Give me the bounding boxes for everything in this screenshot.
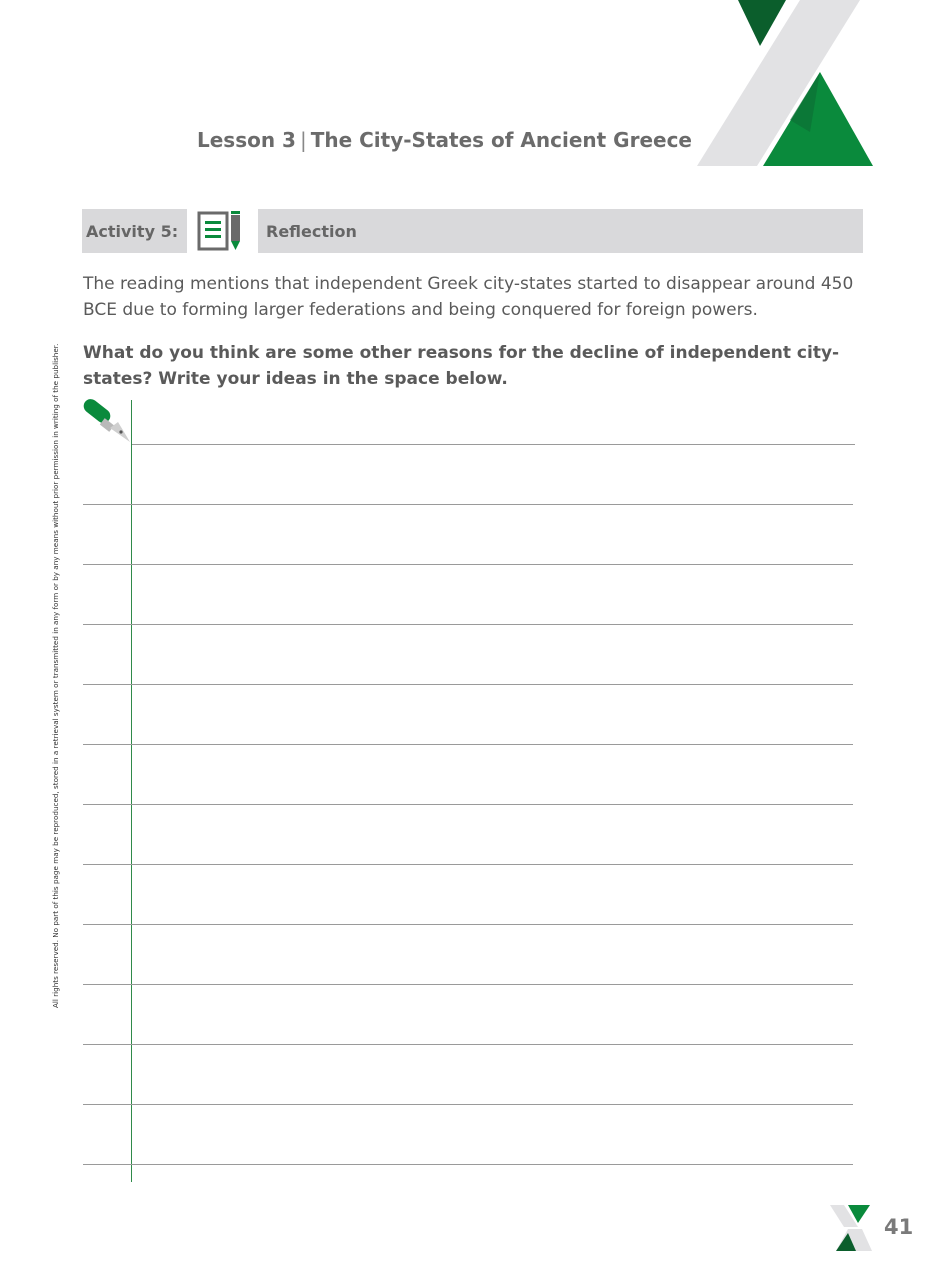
title-separator: |: [299, 128, 307, 152]
answer-line[interactable]: [83, 984, 853, 985]
answer-line[interactable]: [83, 804, 853, 805]
answer-line[interactable]: [83, 1104, 853, 1105]
answer-line[interactable]: [83, 744, 853, 745]
answer-line[interactable]: [83, 1164, 853, 1165]
notebook-pencil-icon: [196, 210, 244, 252]
brand-corner-logo: [690, 0, 890, 170]
fountain-pen-icon: [80, 396, 132, 446]
question-prompt: What do you think are some other reasons for the decline of independent city-states? Write your ideas in the space below.: [83, 343, 840, 389]
activity-label: Activity 5:: [86, 221, 179, 241]
lesson-name: The City-States of Ancient Greece: [310, 128, 692, 152]
activity-title-bar: [258, 209, 863, 253]
copyright-notice: All rights reserved. No part of this page may be reproduced, stored in a retrieval system or transmitted in any form or by any means without prior permission in writing of the publisher.: [51, 343, 60, 1008]
activity-type: Reflection: [266, 221, 357, 241]
brand-footer-logo: [828, 1205, 874, 1251]
answer-line[interactable]: [83, 564, 853, 565]
intro-paragraph: The reading mentions that independent Greek city-states started to disappear around 450 BCE due to forming larger federations and being conquered for foreign powers.: [83, 274, 854, 320]
answer-line[interactable]: [132, 444, 855, 445]
answer-line[interactable]: [83, 684, 853, 685]
activity-label-box: [82, 209, 187, 253]
page-number: 41: [884, 1215, 914, 1239]
answer-line[interactable]: [83, 624, 853, 625]
answer-line[interactable]: [83, 924, 853, 925]
answer-line[interactable]: [83, 1044, 853, 1045]
lesson-label: Lesson 3: [196, 128, 296, 152]
answer-line[interactable]: [83, 864, 853, 865]
lesson-title: [197, 128, 692, 152]
margin-line: [131, 400, 132, 1182]
answer-line[interactable]: [83, 504, 853, 505]
